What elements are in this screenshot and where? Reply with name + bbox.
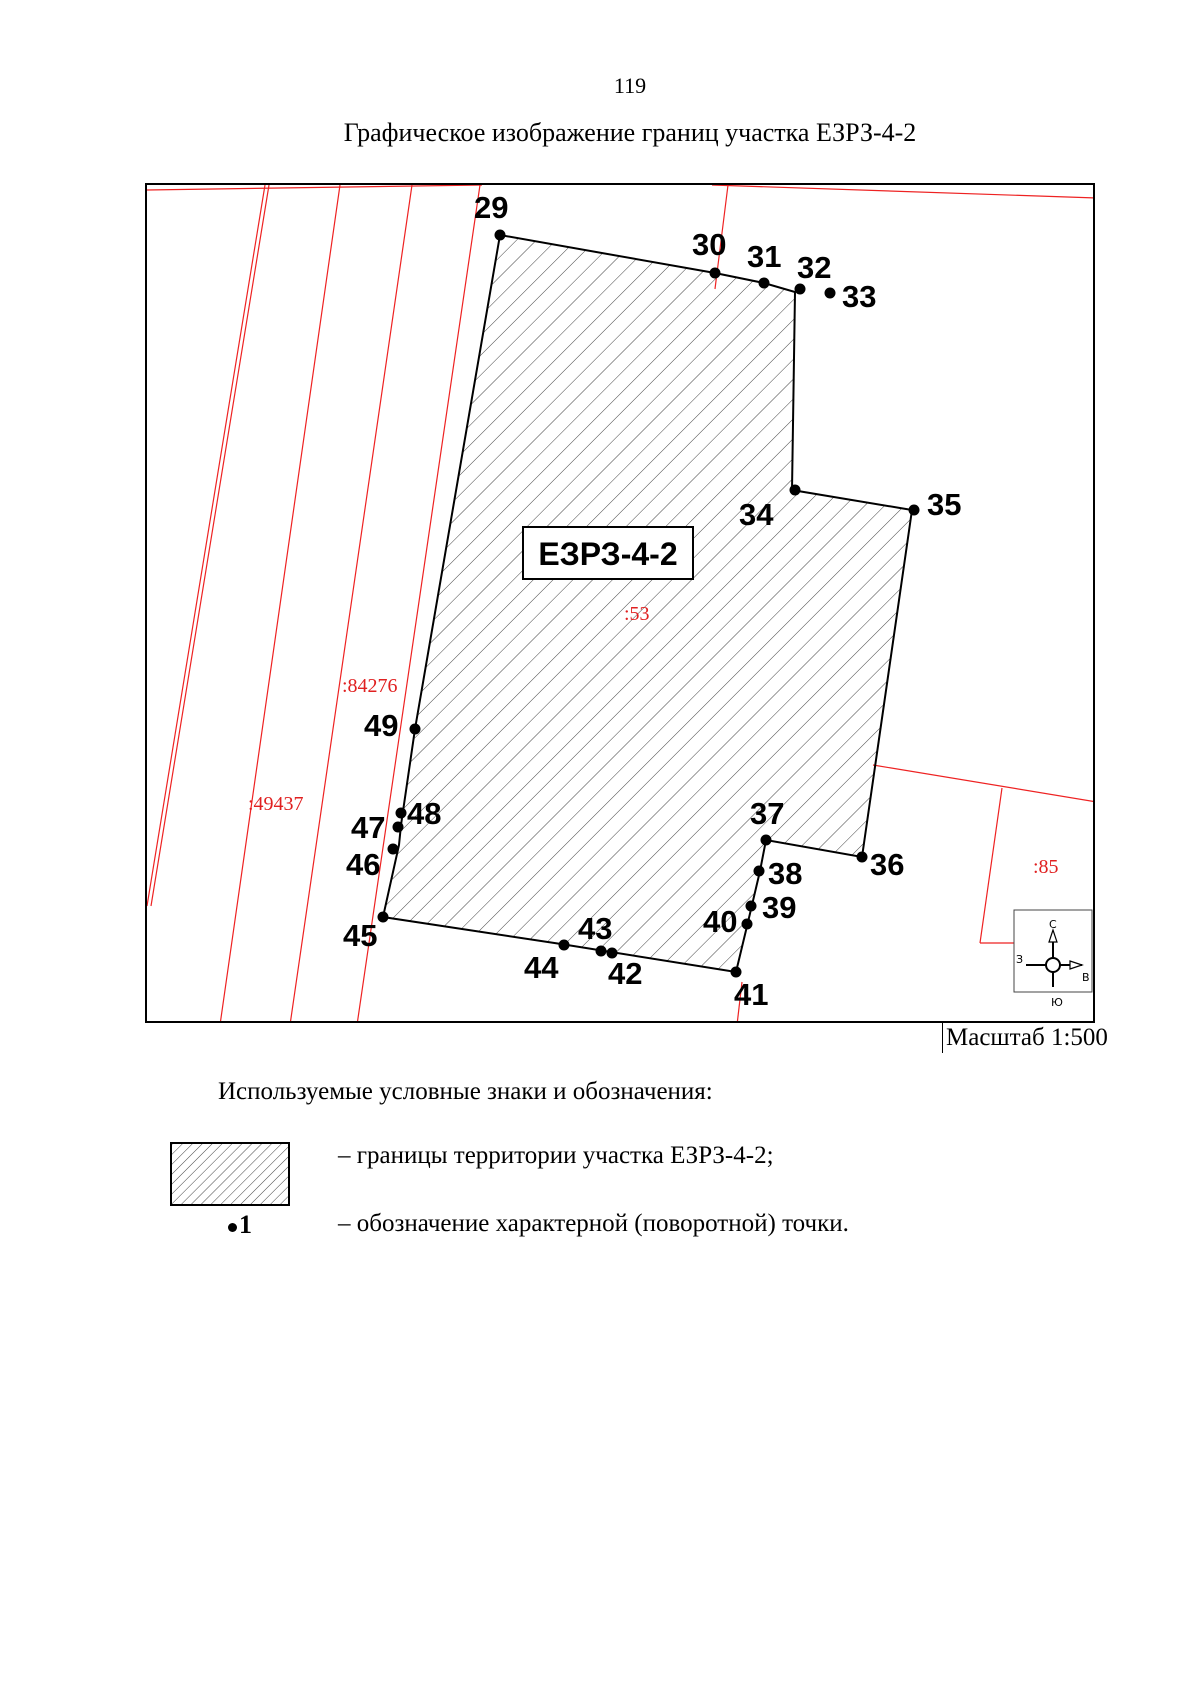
boundary-point-48 xyxy=(396,808,407,819)
boundary-point-49 xyxy=(410,724,421,735)
point-label-35: 35 xyxy=(927,487,962,522)
point-label-49: 49 xyxy=(364,708,399,743)
boundary-point-40 xyxy=(742,919,753,930)
point-label-29: 29 xyxy=(474,190,509,225)
zone-label-box xyxy=(523,527,693,579)
boundary-point-29 xyxy=(495,230,506,241)
point-marker-icon xyxy=(228,1223,237,1232)
legend-item-point-text: – обозначение характерной (поворотной) точки. xyxy=(338,1210,849,1237)
compass-east: В xyxy=(1082,971,1090,984)
boundary-point-47 xyxy=(393,822,404,833)
point-label-40: 40 xyxy=(703,904,738,939)
parcel-label-84276: :84276 xyxy=(342,675,398,697)
cadastral-map xyxy=(147,185,1095,1023)
compass-south: Ю xyxy=(1051,996,1063,1009)
map-scale: Масштаб 1:500 xyxy=(942,1023,1108,1053)
point-label-31: 31 xyxy=(747,239,782,274)
map-title: Графическое изображение границ участка ЕЗРЗ-4-2 xyxy=(343,118,917,147)
compass-west: З xyxy=(1016,953,1024,966)
point-label-44: 44 xyxy=(524,950,559,985)
boundary-point-36 xyxy=(857,852,868,863)
boundary-point-31 xyxy=(759,278,770,289)
boundary-point-45 xyxy=(378,912,389,923)
boundary-point-37 xyxy=(761,835,772,846)
map-frame xyxy=(145,183,1095,1023)
point-label-32: 32 xyxy=(797,250,832,285)
north-arrow-compass xyxy=(1014,910,1092,1009)
point-label-30: 30 xyxy=(692,227,727,262)
point-label-33: 33 xyxy=(842,279,877,314)
boundary-point-41 xyxy=(731,967,742,978)
boundary-point-30 xyxy=(710,268,721,279)
point-label-41: 41 xyxy=(734,977,769,1012)
zone-label: ЕЗРЗ-4-2 xyxy=(538,536,678,572)
point-label-39: 39 xyxy=(762,890,797,925)
parcel-label-53: :53 xyxy=(624,603,650,625)
point-label-43: 43 xyxy=(578,911,613,946)
compass-north: С xyxy=(1049,918,1057,931)
boundary-point-44 xyxy=(559,940,570,951)
point-label-46: 46 xyxy=(346,847,381,882)
legend-hatch-swatch xyxy=(170,1142,290,1206)
point-label-38: 38 xyxy=(768,856,803,891)
boundary-point-34 xyxy=(790,485,801,496)
point-label-48: 48 xyxy=(407,796,442,831)
boundary-point-43 xyxy=(596,946,607,957)
legend-point-number: 1 xyxy=(239,1210,252,1239)
page-number: 119 xyxy=(613,73,647,98)
boundary-point-38 xyxy=(754,866,765,877)
legend-point-symbol xyxy=(228,1210,252,1240)
boundary-point-46 xyxy=(388,844,399,855)
boundary-point-35 xyxy=(909,505,920,516)
parcel-label-49437: :49437 xyxy=(248,793,304,815)
point-label-42: 42 xyxy=(608,956,643,991)
parcel-label-85: :85 xyxy=(1033,856,1059,878)
legend-item-area-text: – границы территории участка ЕЗРЗ-4-2; xyxy=(338,1142,774,1169)
point-label-34: 34 xyxy=(739,497,774,532)
legend-title: Используемые условные знаки и обозначения: xyxy=(218,1078,713,1105)
point-label-45: 45 xyxy=(343,918,378,953)
boundary-point-32 xyxy=(795,284,806,295)
boundary-point-39 xyxy=(746,901,757,912)
point-label-37: 37 xyxy=(750,796,785,831)
boundary-point-33 xyxy=(825,288,836,299)
point-label-47: 47 xyxy=(351,810,386,845)
point-label-36: 36 xyxy=(870,847,905,882)
